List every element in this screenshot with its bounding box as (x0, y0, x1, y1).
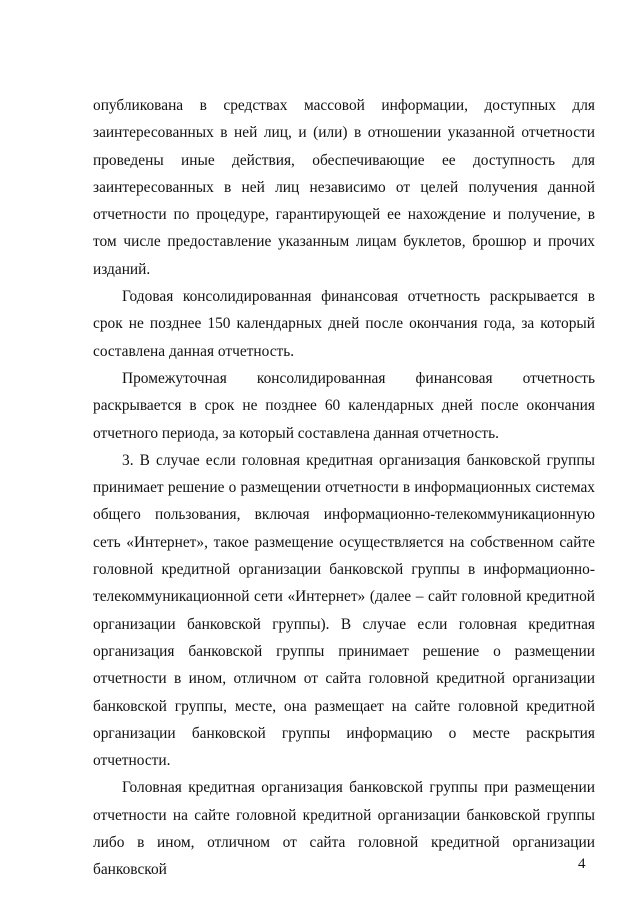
paragraph-interim-reporting: Промежуточная консолидированная финансовая отчетность раскрывается в срок не позднее 60 календарных дней после окончания отчетного периода, за который составлена данная отчетность. (93, 369, 595, 442)
paragraph-head-organization: Головная кредитная организация банковской группы при размещении отчетности на сайте головной кредитной организации банковской группы либо в ином, отличном от сайта головной кредитной организации банковской (93, 779, 595, 879)
paragraph-clause-3: 3. В случае если головная кредитная организация банковской группы принимает решение о размещении отчетности в информационных системах общего пользования, включая информационно-телекоммуникационную сеть «Интернет», такое размещение осуществляется на собственном сайте головной кредитной организации банковской группы в информационно-телекоммуникационной сети «Интернет» (далее – сайт головной кредитной организации банковской группы). В случае если головная кредитная организация банковской группы принимает решение о размещении отчетности в ином, отличном от сайта головной кредитной организации банковской группы, месте, она размещает на сайте головной кредитной организации банковской группы информацию о месте раскрытия отчетности. (93, 451, 595, 770)
paragraph-continuation: опубликована в средствах массовой информации, доступных для заинтересованных в ней лиц, и (или) в отношении указанной отчетности проведены иные действия, обеспечивающие ее доступность для заинтересованных в ней лиц независимо от целей получения данной отчетности по процедуре, гарантирующей ее нахождение и получение, в том числе предоставление указанным лицам буклетов, брошюр и прочих изданий. (93, 97, 595, 278)
document-body (93, 92, 595, 884)
page-number: 4 (578, 856, 586, 872)
paragraph-annual-reporting: Годовая консолидированная финансовая отчетность раскрывается в срок не позднее 150 календарных дней после окончания года, за который составлена данная отчетность. (93, 288, 595, 360)
